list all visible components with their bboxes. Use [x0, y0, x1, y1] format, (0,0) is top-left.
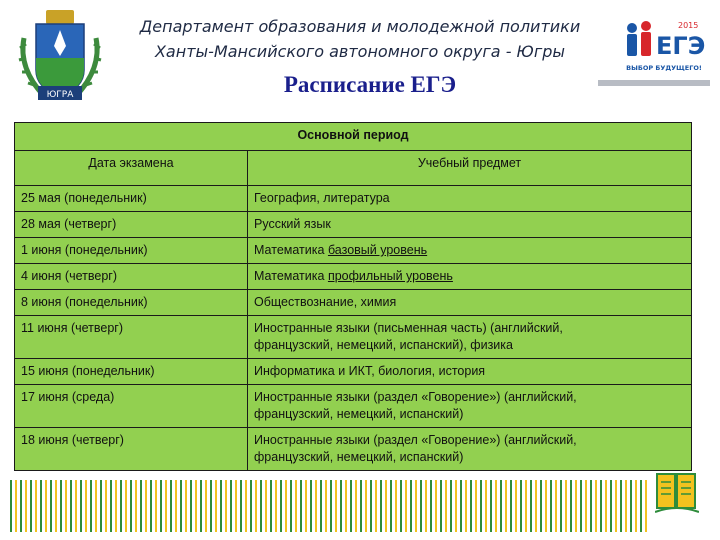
table-row: [15, 385, 692, 428]
exam-subject: Обществознание, химия: [248, 290, 692, 316]
emblem-text: ЮГРА: [46, 90, 74, 100]
schedule-table: [14, 122, 692, 471]
table-row: [15, 186, 692, 212]
exam-date: 11 июня (четверг): [15, 316, 248, 359]
subject-line-2: французский, немецкий, испанский), физика: [254, 338, 513, 352]
exam-subject: География, литература: [248, 186, 692, 212]
table-row: [15, 264, 692, 290]
subject-line-1: Иностранные языки (раздел «Говорение») (английский,: [254, 433, 577, 447]
exam-subject: Информатика и ИКТ, биология, история: [248, 359, 692, 385]
table-row: [15, 428, 692, 471]
exam-date: 15 июня (понедельник): [15, 359, 248, 385]
department-header: [100, 14, 620, 64]
ege-figures-icon: [620, 14, 708, 64]
subject-line-2: французский, немецкий, испанский): [254, 407, 464, 421]
exam-subject: [248, 238, 692, 264]
exam-subject: Русский язык: [248, 212, 692, 238]
exam-date: 25 мая (понедельник): [15, 186, 248, 212]
exam-subject: [248, 428, 692, 471]
exam-date: 18 июня (четверг): [15, 428, 248, 471]
decorative-strip: [598, 80, 710, 86]
subject-line-2: французский, немецкий, испанский): [254, 450, 464, 464]
book-logo-icon: [655, 470, 699, 516]
column-header-subject: Учебный предмет: [248, 151, 692, 186]
exam-subject: [248, 316, 692, 359]
period-header: Основной период: [15, 123, 692, 151]
exam-subject: [248, 385, 692, 428]
exam-subject: [248, 264, 692, 290]
subject-line-1: Иностранные языки (письменная часть) (английский,: [254, 321, 563, 335]
ege-slogan: ВЫБОР БУДУЩЕГО!: [626, 64, 702, 72]
department-line-1: Департамент образования и молодежной политики: [139, 17, 581, 36]
table-row: [15, 238, 692, 264]
table-row: [15, 290, 692, 316]
decorative-stripes: [10, 480, 650, 532]
subject-prefix: Математика: [254, 243, 325, 257]
ege-year: 2015: [678, 21, 699, 30]
ege-text: ЕГЭ: [656, 32, 706, 60]
exam-date: 17 июня (среда): [15, 385, 248, 428]
ege-logo: [620, 14, 708, 90]
subject-prefix: Математика: [254, 269, 325, 283]
subject-level: базовый уровень: [327, 243, 428, 257]
department-line-2: Ханты-Мансийского автономного округа - Югры: [154, 42, 566, 61]
table-row: [15, 212, 692, 238]
exam-date: 1 июня (понедельник): [15, 238, 248, 264]
column-header-date: Дата экзамена: [15, 151, 248, 186]
page-title: Расписание ЕГЭ: [283, 72, 457, 97]
coat-of-arms-icon: [14, 8, 106, 104]
table-row: [15, 316, 692, 359]
exam-date: 28 мая (четверг): [15, 212, 248, 238]
exam-date: 4 июня (четверг): [15, 264, 248, 290]
subject-line-1: Иностранные языки (раздел «Говорение») (английский,: [254, 390, 577, 404]
exam-date: 8 июня (понедельник): [15, 290, 248, 316]
subject-level: профильный уровень: [327, 269, 453, 283]
table-row: [15, 359, 692, 385]
